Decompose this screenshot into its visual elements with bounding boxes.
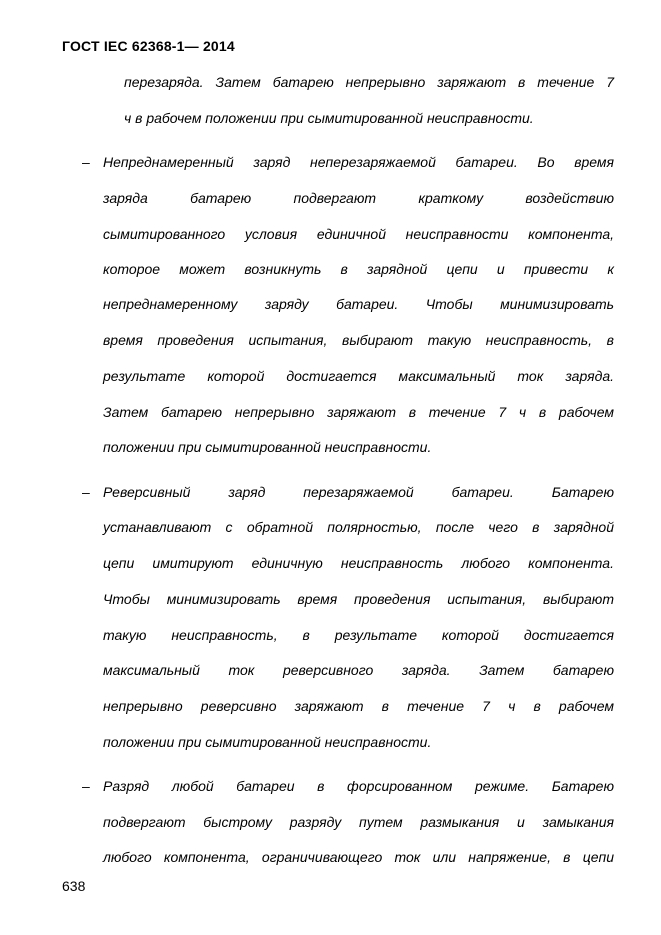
document-header: ГОСТ IEC 62368-1— 2014 <box>62 38 235 54</box>
text-line: любого компонента, ограничивающего ток или напряжение, в цепи <box>103 849 614 865</box>
text-line: Непреднамеренный заряд неперезаряжаемой батареи. Во время <box>103 154 614 170</box>
text-line: Чтобы минимизировать время проведения испытания, выбирают <box>103 591 614 607</box>
list-dash: – <box>82 778 90 794</box>
text-line: Реверсивный заряд перезаряжаемой батареи. Батарею <box>103 484 614 500</box>
text-line: подвергают быстрому разряду путем размыкания и замыкания <box>103 814 614 830</box>
text-line: такую неисправность, в результате которой достигается <box>103 627 614 643</box>
text-line: непрерывно реверсивно заряжают в течение 7 ч в рабочем <box>103 698 614 714</box>
text-line: цепи имитируют единичную неисправность любого компонента. <box>103 555 614 571</box>
text-line: максимальный ток реверсивного заряда. Затем батарею <box>103 662 614 678</box>
text-line: положении при сымитированной неисправности. <box>103 439 432 455</box>
text-line: Разряд любой батареи в форсированном режиме. Батарею <box>103 778 614 794</box>
text-line: Затем батарею непрерывно заряжают в течение 7 ч в рабочем <box>103 404 614 420</box>
text-line: сымитированного условия единичной неисправности компонента, <box>103 226 614 242</box>
text-line: заряда батарею подвергают краткому воздействию <box>103 190 614 206</box>
text-line: результате которой достигается максимальный ток заряда. <box>103 368 614 384</box>
text-line: непреднамеренному заряду батареи. Чтобы минимизировать <box>103 296 614 312</box>
text-line: положении при сымитированной неисправности. <box>103 734 432 750</box>
page-number: 638 <box>62 878 86 894</box>
text-line: время проведения испытания, выбирают такую неисправность, в <box>103 332 614 348</box>
list-dash: – <box>82 484 90 500</box>
text-line: которое может возникнуть в зарядной цепи и привести к <box>103 261 614 277</box>
text-line: устанавливают с обратной полярностью, после чего в зарядной <box>103 519 614 535</box>
text-line: ч в рабочем положении при сымитированной неисправности. <box>124 110 534 126</box>
text-line: перезаряда. Затем батарею непрерывно заряжают в течение 7 <box>124 74 614 90</box>
list-dash: – <box>82 154 90 170</box>
